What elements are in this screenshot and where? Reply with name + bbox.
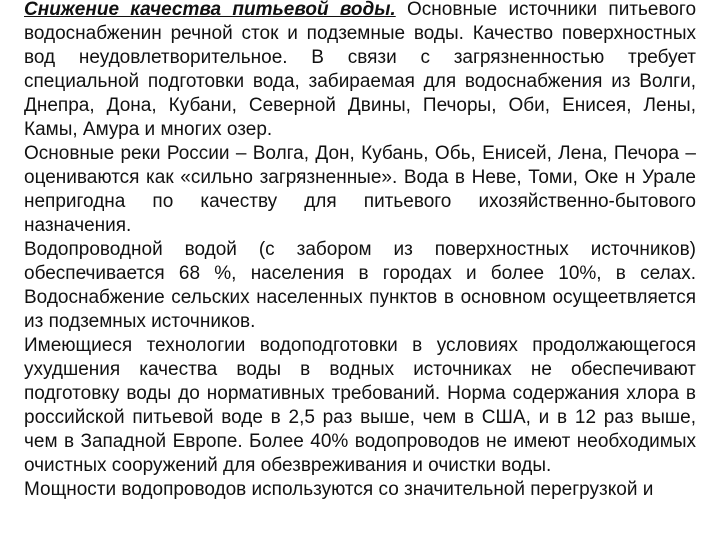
paragraph-2: Основные реки России – Волга, Дон, Кубань, Обь, Енисей, Лена, Печора – оцениваются как «сильно загрязненные». Вода в Неве, Томи, Оке н Урале непригодна по качеству для питьевого ихозяйственно-бытового назначения.: [24, 143, 696, 236]
section-heading: Снижение качества питьевой воды.: [24, 0, 396, 20]
document-body: [24, 0, 696, 502]
paragraph-1: [24, 0, 696, 142]
paragraph-5: Мощности водопроводов используются со значительной перегрузкой и: [24, 479, 654, 500]
paragraph-1-text: Основные источники питьевого водоснабженин речной сток и подземные воды. Качество поверхностных вод неудовлетворительное. В связи с загрязненностью требует специальной подготовки вода, забираемая для водоснабжения из Волги, Днепра, Дона, Кубани, Северной Двины, Печоры, Оби, Енисея, Лены, Камы, Амура и многих озер.: [24, 0, 697, 140]
paragraph-3: Водопроводной водой (с забором из поверхностных источников) обеспечивается 68 %, населения в городах и более 10%, в селах. Водоснабжение сельских населенных пунктов в основном осущеетвляется из подземных источников.: [24, 239, 696, 332]
paragraph-4: Имеющиеся технологии водоподготовки в условиях продолжающегося ухудшения качества воды в водных источниках не обеспечивают подготовку воды до нормативных требований. Норма содержания хлора в российской питьевой воде в 2,5 раз выше, чем в США, и в 12 раз выше, чем в Западной Европе. Более 40% водопроводов не имеют необходимых очистных сооружений для обезвреживания и очистки воды.: [24, 335, 696, 476]
